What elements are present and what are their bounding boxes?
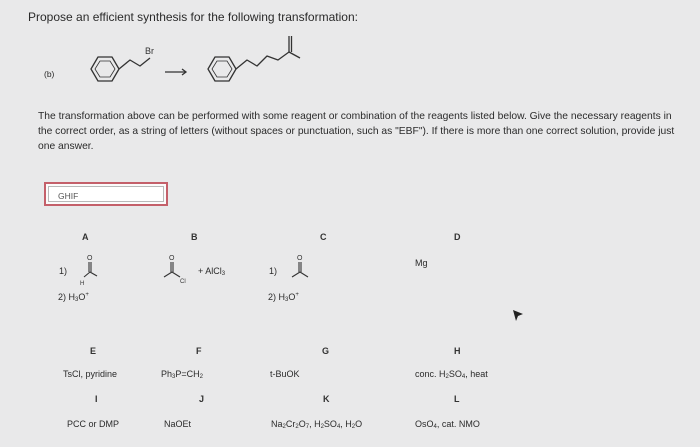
reagent-letter-f: F bbox=[196, 346, 202, 356]
reagent-letter-l: L bbox=[454, 394, 460, 404]
bromine-label: Br bbox=[145, 46, 154, 56]
reagent-j-text: NaOEt bbox=[164, 419, 192, 429]
part-label: (b) bbox=[44, 69, 55, 79]
answer-input[interactable] bbox=[44, 182, 168, 206]
reagent-letter-h: H bbox=[454, 346, 461, 356]
bromopropyl-chain bbox=[119, 58, 150, 69]
svg-text:Cl: Cl bbox=[180, 279, 186, 285]
reagent-a-structure-formaldehyde bbox=[80, 250, 110, 292]
reagent-letter-i: I bbox=[95, 394, 98, 404]
reagent-a-step2: 2) $H_3O^+$ bbox=[58, 292, 89, 303]
svg-text:H: H bbox=[80, 281, 85, 287]
reagent-letter-g: G bbox=[322, 346, 330, 356]
reagent-letter-c: C bbox=[320, 232, 327, 242]
reagent-f-text: $Ph_3P=CH_2$ bbox=[161, 369, 203, 380]
reagent-letter-b: B bbox=[191, 232, 198, 242]
answer-input-field[interactable] bbox=[48, 186, 164, 202]
reagent-d-text: Mg bbox=[415, 258, 428, 268]
reagent-i-text: PCC or DMP bbox=[67, 419, 120, 429]
reagent-b-structure-acetyl-chloride bbox=[160, 250, 196, 292]
reagent-letter-e: E bbox=[90, 346, 97, 356]
svg-text:O: O bbox=[87, 255, 93, 262]
reagent-e-text: TsCl, pyridine bbox=[63, 369, 118, 379]
question-prompt: Propose an efficient synthesis for the following transformation: bbox=[28, 10, 358, 24]
reagent-c-step1: 1) bbox=[269, 266, 278, 276]
reagent-letter-k: K bbox=[323, 394, 330, 404]
reagent-l-text: OsO$_4$, cat. NMO bbox=[415, 419, 480, 430]
reagent-letter-a: A bbox=[82, 232, 89, 242]
alkene-chain bbox=[236, 52, 289, 69]
reagent-letter-j: J bbox=[199, 394, 205, 404]
reagent-a-step1: 1) bbox=[59, 266, 68, 276]
reagent-g-text: t-BuOK bbox=[270, 369, 300, 379]
reagent-c-structure-acetone bbox=[289, 250, 321, 292]
reagent-b-text: + AlCl$_3$ bbox=[198, 266, 226, 277]
instructions-text: The transformation above can be performed with some reagent or combination of the reagents listed below. Give the necessary reagents in the correct order, as a string of letters (without spaces or punctuation, such as "EBF"). If there is more than one correct solution, provide just one answer. bbox=[38, 111, 675, 153]
svg-text:O: O bbox=[297, 255, 303, 262]
mouse-cursor-icon bbox=[513, 310, 525, 322]
reagent-k-text: $Na_2Cr_2O_7$, $H_2SO_4$, $H_2O$ bbox=[271, 419, 363, 430]
svg-text:O: O bbox=[169, 255, 175, 262]
reagent-letter-d: D bbox=[454, 232, 461, 242]
reagent-h-text: conc. $H_2SO_4$, heat bbox=[415, 369, 488, 380]
reagent-c-step2: 2) $H_3O^+$ bbox=[268, 292, 299, 303]
answer-value: GHIF bbox=[58, 191, 79, 201]
reaction-scheme bbox=[0, 0, 700, 100]
